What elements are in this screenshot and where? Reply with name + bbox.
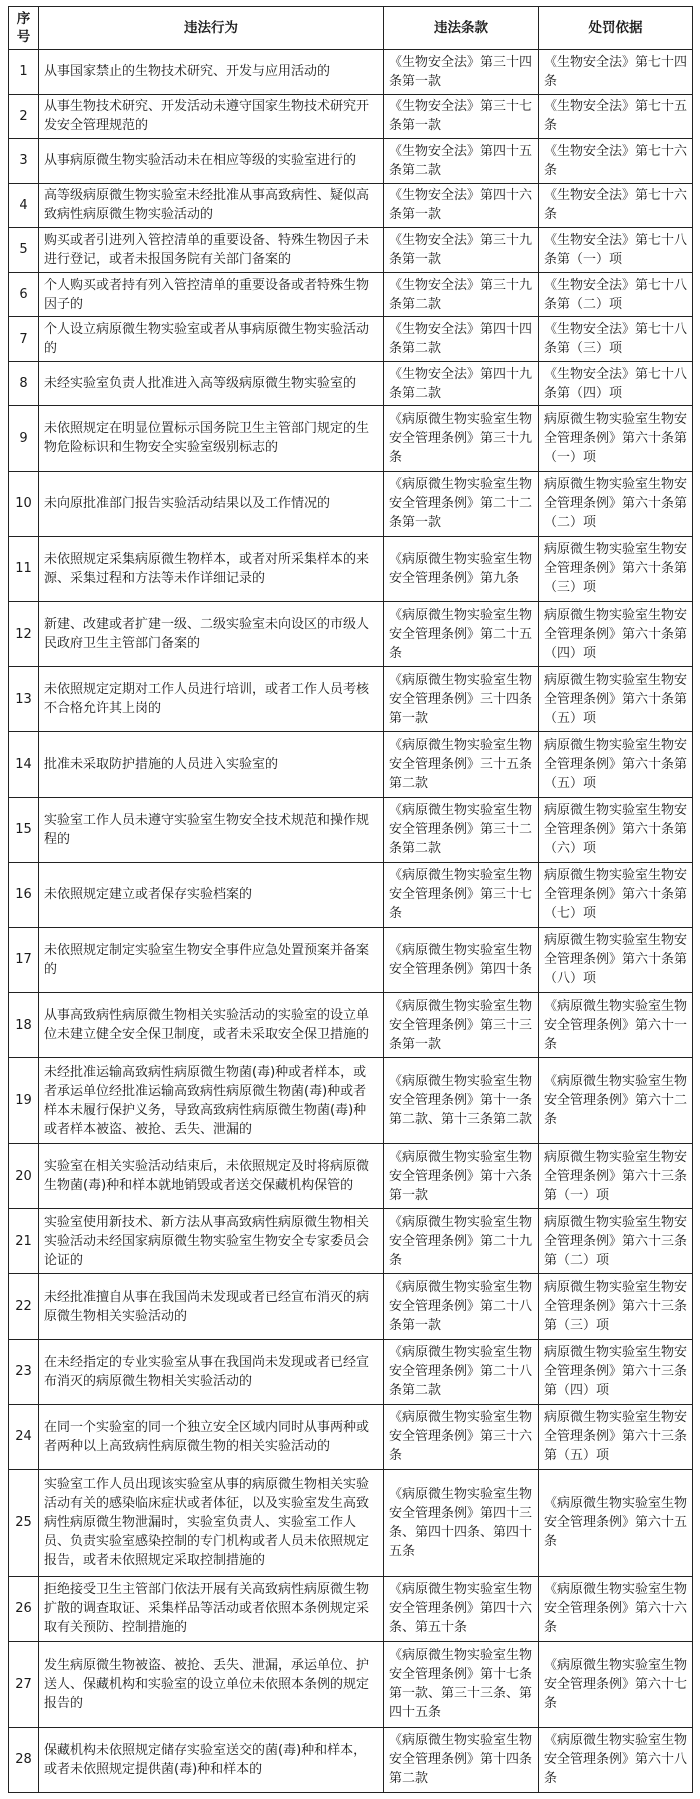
cell-violation: 个人购买或者持有列入管控清单的重要设备或者特殊生物因子的 bbox=[39, 272, 384, 317]
cell-penalty-basis: 病原微生物实验室生物安全管理条例》第六十三条第（一）项 bbox=[539, 1144, 693, 1209]
cell-penalty-basis: 病原微生物实验室生物安全管理条例》第六十条第（二）项 bbox=[539, 471, 693, 536]
cell-penalty-basis: 《病原微生物实验室生物安全管理条例》第六十一条 bbox=[539, 993, 693, 1058]
cell-penalty-basis: 《生物安全法》第七十八条第（二）项 bbox=[539, 272, 693, 317]
cell-violated-clause: 《病原微生物实验室生物安全管理条例》第二十二条第一款 bbox=[384, 471, 539, 536]
cell-penalty-basis: 《病原微生物实验室生物安全管理条例》第六十六条 bbox=[539, 1576, 693, 1641]
table-row bbox=[9, 667, 693, 732]
cell-violated-clause: 《病原微生物实验室生物安全管理条例》第三十六条 bbox=[384, 1404, 539, 1469]
cell-violation: 保藏机构未依照规定储存实验室送交的菌(毒)种和样本，或者未依照规定提供菌(毒)种和样本的 bbox=[39, 1727, 384, 1792]
table-row bbox=[9, 228, 693, 273]
cell-violation: 新建、改建或者扩建一级、二级实验室未向设区的市级人民政府卫生主管部门备案的 bbox=[39, 601, 384, 666]
table-row bbox=[9, 797, 693, 862]
cell-violated-clause: 《生物安全法》第四十五条第二款 bbox=[384, 139, 539, 184]
cell-penalty-basis: 病原微生物实验室生物安全管理条例》第六十条第（五）项 bbox=[539, 732, 693, 797]
cell-violation: 未经批准运输高致病性病原微生物菌(毒)种或者样本，或者承运单位经批准运输高致病性病原微生物菌(毒)种或者样本未履行保护义务，导致高致病性病原微生物菌(毒)种或者样本被盗、被抢、丢失、泄漏的 bbox=[39, 1058, 384, 1144]
cell-penalty-basis: 《生物安全法》第七十八条第（一）项 bbox=[539, 228, 693, 273]
cell-violation: 从事生物技术研究、开发活动未遵守国家生物技术研究开发安全管理规范的 bbox=[39, 94, 384, 139]
cell-penalty-basis: 《病原微生物实验室生物安全管理条例》第六十七条 bbox=[539, 1641, 693, 1727]
cell-serial-number: 2 bbox=[9, 94, 39, 139]
cell-penalty-basis: 病原微生物实验室生物安全管理条例》第六十条第（八）项 bbox=[539, 927, 693, 992]
table-row bbox=[9, 1470, 693, 1576]
cell-penalty-basis: 《病原微生物实验室生物安全管理条例》第六十五条 bbox=[539, 1470, 693, 1576]
cell-violated-clause: 《生物安全法》第三十四条第一款 bbox=[384, 50, 539, 95]
cell-serial-number: 8 bbox=[9, 361, 39, 406]
cell-serial-number: 9 bbox=[9, 406, 39, 471]
cell-violation: 未依照规定采集病原微生物样本，或者对所采集样本的来源、采集过程和方法等未作详细记录的 bbox=[39, 536, 384, 601]
cell-penalty-basis: 《病原微生物实验室生物安全管理条例》第六十二条 bbox=[539, 1058, 693, 1144]
cell-serial-number: 12 bbox=[9, 601, 39, 666]
table-row bbox=[9, 601, 693, 666]
cell-penalty-basis: 病原微生物实验室生物安全管理条例》第六十条第（三）项 bbox=[539, 536, 693, 601]
cell-violation: 实验室使用新技术、新方法从事高致病性病原微生物相关实验活动未经国家病原微生物实验室生物安全专家委员会论证的 bbox=[39, 1209, 384, 1274]
cell-violated-clause: 《病原微生物实验室生物安全管理条例》第三十三条第一款 bbox=[384, 993, 539, 1058]
cell-violated-clause: 《病原微生物实验室生物安全管理条例》第三十七条 bbox=[384, 862, 539, 927]
table-row bbox=[9, 862, 693, 927]
cell-violation: 批准未采取防护措施的人员进入实验室的 bbox=[39, 732, 384, 797]
cell-violated-clause: 《病原微生物实验室生物安全管理条例》第四十六条、第五十条 bbox=[384, 1576, 539, 1641]
table-row bbox=[9, 1209, 693, 1274]
cell-violated-clause: 《生物安全法》第四十九条第二款 bbox=[384, 361, 539, 406]
cell-violated-clause: 《病原微生物实验室生物安全管理条例》第四十条 bbox=[384, 927, 539, 992]
cell-violation: 未依照规定在明显位置标示国务院卫生主管部门规定的生物危险标识和生物安全实验室级别标志的 bbox=[39, 406, 384, 471]
cell-penalty-basis: 病原微生物实验室生物安全管理条例》第六十条第（一）项 bbox=[539, 406, 693, 471]
table-row bbox=[9, 183, 693, 228]
table-row bbox=[9, 471, 693, 536]
header-violated-clause: 违法条款 bbox=[384, 7, 539, 50]
cell-serial-number: 23 bbox=[9, 1339, 39, 1404]
cell-serial-number: 11 bbox=[9, 536, 39, 601]
cell-serial-number: 17 bbox=[9, 927, 39, 992]
cell-violated-clause: 《病原微生物实验室生物安全管理条例》第三十九条 bbox=[384, 406, 539, 471]
cell-serial-number: 14 bbox=[9, 732, 39, 797]
cell-violated-clause: 《生物安全法》第三十九条第一款 bbox=[384, 228, 539, 273]
cell-serial-number: 3 bbox=[9, 139, 39, 184]
cell-penalty-basis: 《病原微生物实验室生物安全管理条例》第六十八条 bbox=[539, 1727, 693, 1792]
table-row bbox=[9, 1727, 693, 1792]
cell-serial-number: 28 bbox=[9, 1727, 39, 1792]
cell-penalty-basis: 病原微生物实验室生物安全管理条例》第六十条第（五）项 bbox=[539, 667, 693, 732]
cell-violation: 在未经指定的专业实验室从事在我国尚未发现或者已经宣布消灭的病原微生物相关实验活动的 bbox=[39, 1339, 384, 1404]
table-body bbox=[9, 50, 693, 1793]
cell-violation: 未依照规定定期对工作人员进行培训，或者工作人员考核不合格允许其上岗的 bbox=[39, 667, 384, 732]
cell-serial-number: 26 bbox=[9, 1576, 39, 1641]
cell-violated-clause: 《病原微生物实验室生物安全管理条例》第十一条第二款、第十三条第二款 bbox=[384, 1058, 539, 1144]
cell-serial-number: 24 bbox=[9, 1404, 39, 1469]
cell-violation: 购买或者引进列入管控清单的重要设备、特殊生物因子未进行登记，或者未报国务院有关部门备案的 bbox=[39, 228, 384, 273]
cell-penalty-basis: 《生物安全法》第七十六条 bbox=[539, 183, 693, 228]
cell-serial-number: 7 bbox=[9, 317, 39, 362]
table-row bbox=[9, 406, 693, 471]
table-row bbox=[9, 272, 693, 317]
cell-violated-clause: 《病原微生物实验室生物安全管理条例》第十七条第一款、第三十三条、第四十五条 bbox=[384, 1641, 539, 1727]
table-row bbox=[9, 1641, 693, 1727]
cell-serial-number: 6 bbox=[9, 272, 39, 317]
cell-serial-number: 4 bbox=[9, 183, 39, 228]
cell-violated-clause: 《病原微生物实验室生物安全管理条例》第二十九条 bbox=[384, 1209, 539, 1274]
table-row bbox=[9, 139, 693, 184]
table-row bbox=[9, 317, 693, 362]
cell-violation: 未向原批准部门报告实验活动结果以及工作情况的 bbox=[39, 471, 384, 536]
violations-table-container bbox=[8, 6, 692, 1793]
cell-penalty-basis: 病原微生物实验室生物安全管理条例》第六十条第（四）项 bbox=[539, 601, 693, 666]
cell-violation: 发生病原微生物被盗、被抢、丢失、泄漏，承运单位、护送人、保藏机构和实验室的设立单位未依照本条例的规定报告的 bbox=[39, 1641, 384, 1727]
table-row bbox=[9, 1144, 693, 1209]
violations-table bbox=[8, 6, 693, 1793]
cell-penalty-basis: 病原微生物实验室生物安全管理条例》第六十三条第（五）项 bbox=[539, 1404, 693, 1469]
cell-serial-number: 21 bbox=[9, 1209, 39, 1274]
cell-violated-clause: 《病原微生物实验室生物安全管理条例》第二十八条第二款 bbox=[384, 1339, 539, 1404]
cell-penalty-basis: 《生物安全法》第七十八条第（四）项 bbox=[539, 361, 693, 406]
cell-penalty-basis: 病原微生物实验室生物安全管理条例》第六十条第（七）项 bbox=[539, 862, 693, 927]
cell-serial-number: 19 bbox=[9, 1058, 39, 1144]
cell-penalty-basis: 《生物安全法》第七十八条第（三）项 bbox=[539, 317, 693, 362]
cell-violated-clause: 《病原微生物实验室生物安全管理条例》第九条 bbox=[384, 536, 539, 601]
cell-serial-number: 25 bbox=[9, 1470, 39, 1576]
cell-violation: 未依照规定制定实验室生物安全事件应急处置预案并备案的 bbox=[39, 927, 384, 992]
cell-serial-number: 16 bbox=[9, 862, 39, 927]
cell-violation: 个人设立病原微生物实验室或者从事病原微生物实验活动的 bbox=[39, 317, 384, 362]
table-row bbox=[9, 732, 693, 797]
table-row bbox=[9, 927, 693, 992]
cell-violated-clause: 《病原微生物实验室生物安全管理条例》第四十三条、第四十四条、第四十五条 bbox=[384, 1470, 539, 1576]
cell-violated-clause: 《病原微生物实验室生物安全管理条例》三十五条第二款 bbox=[384, 732, 539, 797]
cell-serial-number: 15 bbox=[9, 797, 39, 862]
cell-serial-number: 18 bbox=[9, 993, 39, 1058]
table-row bbox=[9, 993, 693, 1058]
header-row bbox=[9, 7, 693, 50]
table-row bbox=[9, 50, 693, 95]
header-serial-number: 序号 bbox=[9, 7, 39, 50]
cell-violated-clause: 《病原微生物实验室生物安全管理条例》第二十五条 bbox=[384, 601, 539, 666]
cell-penalty-basis: 病原微生物实验室生物安全管理条例》第六十三条第（二）项 bbox=[539, 1209, 693, 1274]
cell-serial-number: 20 bbox=[9, 1144, 39, 1209]
cell-violation: 未依照规定建立或者保存实验档案的 bbox=[39, 862, 384, 927]
cell-violation: 在同一个实验室的同一个独立安全区域内同时从事两种或者两种以上高致病性病原微生物的相关实验活动的 bbox=[39, 1404, 384, 1469]
cell-serial-number: 22 bbox=[9, 1274, 39, 1339]
cell-serial-number: 10 bbox=[9, 471, 39, 536]
cell-violated-clause: 《病原微生物实验室生物安全管理条例》第二十八条第一款 bbox=[384, 1274, 539, 1339]
cell-violation: 高等级病原微生物实验室未经批准从事高致病性、疑似高致病性病原微生物实验活动的 bbox=[39, 183, 384, 228]
table-row bbox=[9, 1576, 693, 1641]
cell-violation: 未经实验室负责人批准进入高等级病原微生物实验室的 bbox=[39, 361, 384, 406]
table-row bbox=[9, 1404, 693, 1469]
cell-violated-clause: 《病原微生物实验室生物安全管理条例》第十四条第二款 bbox=[384, 1727, 539, 1792]
cell-violated-clause: 《生物安全法》第三十九条第二款 bbox=[384, 272, 539, 317]
cell-penalty-basis: 病原微生物实验室生物安全管理条例》第六十条第（六）项 bbox=[539, 797, 693, 862]
table-header bbox=[9, 7, 693, 50]
table-row bbox=[9, 1058, 693, 1144]
table-row bbox=[9, 94, 693, 139]
cell-serial-number: 1 bbox=[9, 50, 39, 95]
table-row bbox=[9, 1339, 693, 1404]
cell-violated-clause: 《病原微生物实验室生物安全管理条例》第十六条第一款 bbox=[384, 1144, 539, 1209]
cell-violation: 实验室在相关实验活动结束后，未依照规定及时将病原微生物菌(毒)种和样本就地销毁或者送交保藏机构保管的 bbox=[39, 1144, 384, 1209]
cell-violated-clause: 《病原微生物实验室生物安全管理条例》三十四条第一款 bbox=[384, 667, 539, 732]
cell-violated-clause: 《生物安全法》第三十七条第一款 bbox=[384, 94, 539, 139]
table-row bbox=[9, 536, 693, 601]
cell-violated-clause: 《生物安全法》第四十四条第二款 bbox=[384, 317, 539, 362]
table-row bbox=[9, 361, 693, 406]
cell-violation: 从事病原微生物实验活动未在相应等级的实验室进行的 bbox=[39, 139, 384, 184]
cell-penalty-basis: 病原微生物实验室生物安全管理条例》第六十三条第（四）项 bbox=[539, 1339, 693, 1404]
cell-penalty-basis: 《生物安全法》第七十六条 bbox=[539, 139, 693, 184]
cell-violation: 从事高致病性病原微生物相关实验活动的实验室的设立单位未建立健全安全保卫制度，或者未采取安全保卫措施的 bbox=[39, 993, 384, 1058]
cell-violation: 实验室工作人员出现该实验室从事的病原微生物相关实验活动有关的感染临床症状或者体征，以及实验室发生高致病性病原微生物泄漏时，实验室负责人、实验室工作人员、负责实验室感染控制的专门机构或者人员未依照规定报告，或者未依照规定采取控制措施的 bbox=[39, 1470, 384, 1576]
cell-violated-clause: 《生物安全法》第四十六条第一款 bbox=[384, 183, 539, 228]
cell-violation: 实验室工作人员未遵守实验室生物安全技术规范和操作规程的 bbox=[39, 797, 384, 862]
header-violation: 违法行为 bbox=[39, 7, 384, 50]
cell-penalty-basis: 病原微生物实验室生物安全管理条例》第六十三条第（三）项 bbox=[539, 1274, 693, 1339]
cell-serial-number: 27 bbox=[9, 1641, 39, 1727]
table-row bbox=[9, 1274, 693, 1339]
cell-penalty-basis: 《生物安全法》第七十五条 bbox=[539, 94, 693, 139]
cell-violation: 拒绝接受卫生主管部门依法开展有关高致病性病原微生物扩散的调查取证、采集样品等活动或者依照本条例规定采取有关预防、控制措施的 bbox=[39, 1576, 384, 1641]
cell-serial-number: 5 bbox=[9, 228, 39, 273]
cell-violation: 未经批准擅自从事在我国尚未发现或者已经宣布消灭的病原微生物相关实验活动的 bbox=[39, 1274, 384, 1339]
cell-serial-number: 13 bbox=[9, 667, 39, 732]
header-penalty-basis: 处罚依据 bbox=[539, 7, 693, 50]
cell-violated-clause: 《病原微生物实验室生物安全管理条例》第三十二条第二款 bbox=[384, 797, 539, 862]
cell-penalty-basis: 《生物安全法》第七十四条 bbox=[539, 50, 693, 95]
cell-violation: 从事国家禁止的生物技术研究、开发与应用活动的 bbox=[39, 50, 384, 95]
